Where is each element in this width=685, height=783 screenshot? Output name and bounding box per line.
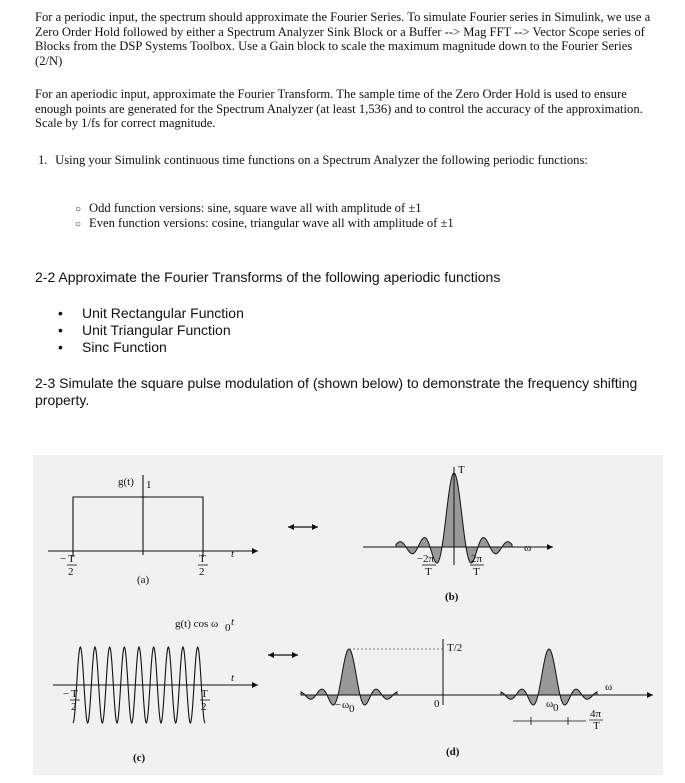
paragraph-aperiodic: For an aperiodic input, approximate the Fourier Transform. The sample time of the Zero Order Hold is used to ensure enough points are generated for the Spectrum Analyzer (at least 1,536) and to control the accuracy of the approximation. Scale by 1/fs for correct magnitude. [35, 87, 643, 130]
T-peak-label: T [458, 464, 465, 476]
t-label: t [231, 616, 235, 628]
section-2-3-heading [35, 375, 655, 409]
sub-zero: 0 [349, 703, 355, 715]
omega-label: ω [342, 699, 350, 711]
list-item [58, 339, 244, 356]
figure-background [33, 455, 663, 775]
section-2-2-heading: 2-2 Approximate the Fourier Transforms of the following aperiodic functions [35, 269, 501, 285]
omega-label: ω [546, 698, 554, 710]
omega-label: ω [524, 542, 532, 554]
twopi-label: 2π [423, 553, 435, 565]
list-item-text: Unit Triangular Function [82, 322, 231, 338]
subitem-text: Even function versions: cosine, triangular wave all with amplitude of ±1 [89, 216, 454, 230]
bullet-icon: • [58, 322, 63, 338]
bullet-icon: • [58, 339, 63, 355]
circle-bullet-icon: ○ [75, 219, 82, 230]
twopi-label: 2π [471, 553, 483, 565]
list-item-text: Unit Rectangular Function [82, 305, 244, 321]
list-item [58, 322, 244, 339]
modulation-figure [33, 455, 663, 775]
caption-d: (d) [446, 746, 460, 758]
minus-sign: − [63, 688, 70, 700]
T-label: T [68, 553, 75, 565]
circle-bullet-icon: ○ [75, 204, 82, 215]
T-label: T [201, 688, 208, 700]
two-label: 2 [201, 701, 207, 713]
subitem-text: Odd function versions: sine, square wave all with amplitude of ±1 [89, 201, 422, 215]
list-item [58, 305, 244, 322]
question-1-number: 1. [38, 153, 48, 167]
sub-zero: 0 [553, 702, 559, 714]
minus-sign: − [60, 553, 67, 565]
T-label: T [425, 566, 432, 578]
two-label: 2 [68, 566, 74, 578]
two-label: 2 [199, 566, 205, 578]
T-label: T [71, 688, 78, 700]
T-label: T [473, 566, 480, 578]
T-label: T [199, 553, 206, 565]
caption-b: (b) [445, 591, 459, 603]
label-one: 1 [146, 479, 152, 491]
section-2-2-list [58, 305, 244, 356]
list-item-text: Sinc Function [82, 339, 167, 355]
caption-a: (a) [137, 574, 150, 586]
zero-label: 0 [434, 698, 440, 710]
label-gt: g(t) [118, 476, 134, 488]
question-1 [38, 153, 638, 168]
caption-c: (c) [133, 752, 146, 764]
T-label: T [593, 720, 600, 732]
omega-label: ω [605, 681, 613, 693]
question-1-subitem [75, 216, 454, 233]
two-label: 2 [71, 701, 77, 713]
bullet-icon: • [58, 305, 63, 321]
t-label: t [231, 672, 235, 684]
paragraph-periodic: For a periodic input, the spectrum should approximate the Fourier Series. To simulate Fourier series in Simulink, we use a Zero Order Hold followed by either a Spectrum Analyzer Sink Block or a Buffer --> Mag FFT --> Vector Scope series of Blocks from the DSP Systems Toolbox. Use a Gain block to scale the maximum magnitude down to the Fourier Series (2/N) [35, 10, 651, 68]
T2-label: T/2 [447, 642, 463, 654]
minus-sign: − [417, 553, 424, 565]
section-2-3-text: 2-3 Simulate the square pulse modulation of (shown below) to demonstrate the frequency shifting property. [35, 375, 638, 408]
t-label: t [231, 548, 235, 560]
sub-zero: 0 [225, 622, 231, 634]
minus-sign: − [335, 699, 342, 711]
label-gtcos: g(t) cos ω [175, 618, 219, 630]
question-1-text: Using your Simulink continuous time functions on a Spectrum Analyzer the following periodic functions: [55, 153, 588, 167]
fourpi-label: 4π [590, 708, 602, 720]
